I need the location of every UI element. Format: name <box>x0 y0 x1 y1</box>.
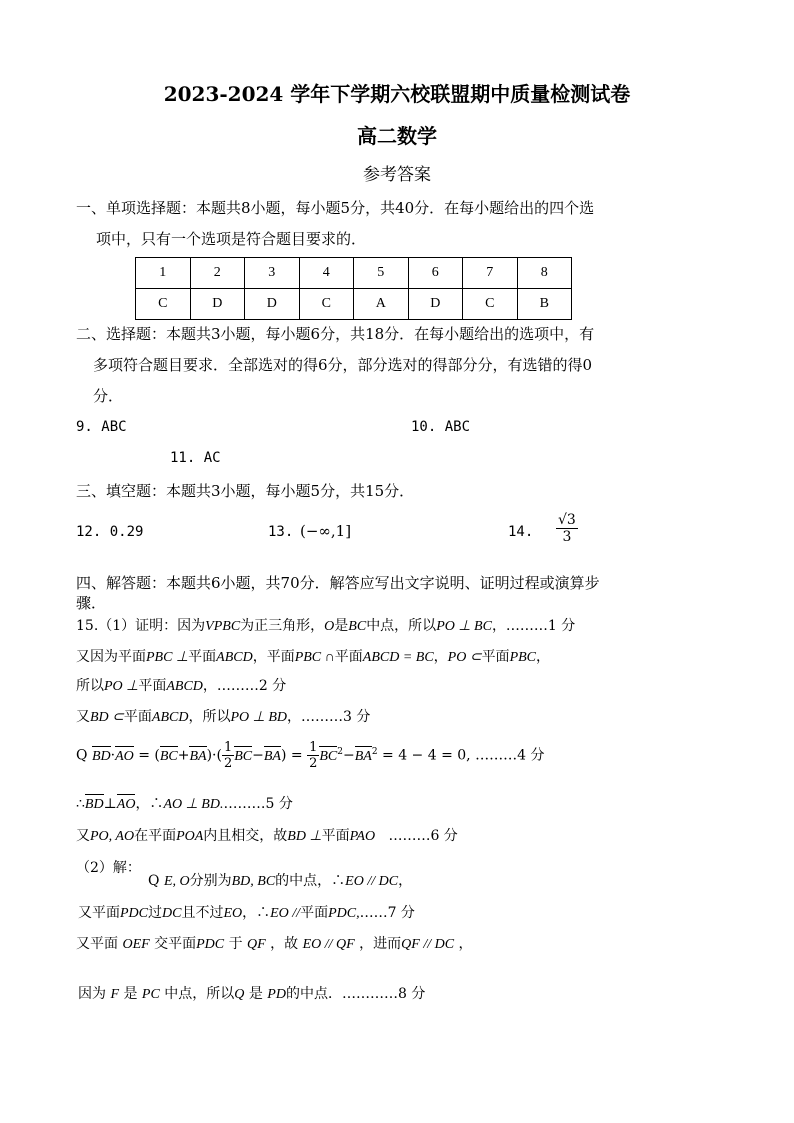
answer-q12: 12. 0.29 <box>76 524 144 540</box>
fraction-numerator: 1 <box>223 740 233 755</box>
table-cell: C <box>463 289 518 320</box>
vector-bd: BD <box>91 748 111 764</box>
part2-line3 <box>78 902 415 922</box>
math: EO <box>223 906 243 921</box>
text: ) = <box>280 747 303 764</box>
section3-line1: 三、填空题：本题共3小题，每小题5分，共15分． <box>76 482 415 500</box>
exponent: 2 <box>337 746 343 757</box>
table-cell: 2 <box>190 258 245 289</box>
text: 因为 <box>78 986 106 1002</box>
text: ，………3 分 <box>287 709 371 725</box>
math: BD ⊂ <box>90 710 124 725</box>
math: PO ⊥ <box>104 679 139 694</box>
math: EO // DC <box>345 874 399 889</box>
table-cell: B <box>517 289 572 320</box>
text: 于 <box>228 936 243 952</box>
text: ，进而 <box>359 936 402 952</box>
section2-line1: 二、选择题：本题共3小题，每小题6分，共18分．在每小题给出的选项中，有 <box>76 325 595 343</box>
text: 中点，所以 <box>164 986 235 1002</box>
text: 是 <box>248 986 263 1002</box>
math: ABCD <box>166 679 203 694</box>
text: ………6 分 <box>388 828 458 844</box>
text: 且不过 <box>181 905 224 921</box>
math: EO // QF <box>302 937 355 952</box>
math: PBC ∩ <box>294 650 335 665</box>
math: PDC <box>120 906 148 921</box>
answer-q9: 9. ABC <box>76 419 127 435</box>
text: ，∴ <box>135 796 164 812</box>
answer-q11: 11. AC <box>170 450 221 466</box>
math: ABCD = BC <box>362 650 434 665</box>
text: ，………2 分 <box>202 678 287 694</box>
math: PC <box>141 987 160 1002</box>
text: 平面 <box>321 828 350 844</box>
text: 平面 <box>300 905 329 921</box>
text: 15.（1）证明：因为 <box>76 618 206 634</box>
q15-line1 <box>76 615 575 635</box>
answer-table <box>135 257 572 320</box>
vector-ao: AO <box>116 797 136 812</box>
section2-line2: 多项符合题目要求．全部选对的得6分，部分选对的得部分分，有选错的得0 <box>93 356 593 374</box>
part2-line5 <box>78 983 425 1003</box>
table-cell: 7 <box>463 258 518 289</box>
table-cell: D <box>408 289 463 320</box>
vector-bc: BC <box>319 748 338 764</box>
text: 又 <box>76 828 90 844</box>
text: ∴ <box>76 796 85 812</box>
q15-line3 <box>76 675 286 695</box>
text: − <box>342 747 355 764</box>
text: 为正三角形， <box>240 618 325 634</box>
answer-table-answer-row <box>136 289 572 320</box>
text: ………5 分 <box>223 796 293 812</box>
table-cell: D <box>190 289 245 320</box>
vector-bd: BD <box>84 797 104 812</box>
q14-numerator: √3 <box>558 512 576 528</box>
text: Q <box>76 747 88 764</box>
q15-line7 <box>76 825 458 845</box>
text: 又平面 <box>78 905 120 921</box>
q15-line4 <box>76 706 370 726</box>
text: = ( <box>138 747 160 764</box>
text: 分别为 <box>189 873 232 889</box>
text: ， <box>536 649 551 665</box>
math: PDC, <box>328 906 360 921</box>
text: ， <box>398 873 413 889</box>
text: Q <box>148 873 160 889</box>
text: 是 <box>334 618 349 634</box>
vector-ba: BA <box>189 748 207 764</box>
exam-title: 2023-2024 学年下学期六校联盟期中质量检测试卷 <box>163 82 631 106</box>
math: Q <box>234 987 245 1002</box>
section4-line1: 四、解答题：本题共6小题，共70分．解答应写出文字说明、证明过程或演算步 <box>76 574 600 592</box>
math: E, O <box>163 874 190 889</box>
math: PO ⊥ BD <box>230 710 287 725</box>
text: 交平面 <box>154 936 197 952</box>
table-cell: D <box>245 289 300 320</box>
math: PBC <box>509 650 537 665</box>
table-cell: A <box>354 289 409 320</box>
table-cell: C <box>136 289 191 320</box>
text: 平面 <box>123 709 152 725</box>
math: PO ⊥ BC <box>436 619 492 634</box>
text: ，∴ <box>242 905 271 921</box>
text: 又因为平面 <box>76 649 146 665</box>
math: EO // <box>270 906 301 921</box>
text: 内且相交，故 <box>203 828 288 844</box>
text: 在平面 <box>134 828 177 844</box>
math: PAO <box>349 829 376 844</box>
text: 又平面 <box>76 936 118 952</box>
q15-line6 <box>76 793 293 813</box>
table-cell: 1 <box>136 258 191 289</box>
math: AO ⊥ BD. <box>163 797 224 812</box>
section2-line3: 分． <box>93 387 124 405</box>
section4-line2: 骤． <box>76 594 107 612</box>
math: POA <box>176 829 204 844</box>
math: PBC ⊥ <box>146 650 189 665</box>
text: ，………1 分 <box>491 618 576 634</box>
text: 的中点，∴ <box>275 873 346 889</box>
math: PDC <box>196 937 225 952</box>
math: PO, AO <box>90 829 135 844</box>
subject-title: 高二数学 <box>357 124 437 148</box>
answer-q14-label: 14. <box>508 524 534 540</box>
q15-line2 <box>76 646 550 666</box>
vector-ba: BA <box>263 748 281 764</box>
answer-q10: 10. ABC <box>411 419 471 435</box>
math: ABCD <box>216 650 253 665</box>
fraction-denominator: 2 <box>223 756 233 771</box>
q14-denominator: 3 <box>562 529 572 545</box>
text: 是 <box>123 986 138 1002</box>
math: OEF <box>122 937 150 952</box>
text: ，故 <box>270 936 299 952</box>
text: ……7 分 <box>359 905 415 921</box>
answer-q13-value: (−∞,1] <box>300 522 352 540</box>
answer-q13-label: 13. <box>268 524 294 540</box>
text: ， <box>433 649 448 665</box>
answer-table-number-row <box>136 258 572 289</box>
math: PD <box>267 987 286 1002</box>
text: = 4 − 4 = 0, ………4 分 <box>382 747 545 764</box>
text: ⊥ <box>103 796 117 812</box>
part2-line2 <box>148 870 412 890</box>
table-cell: 3 <box>245 258 300 289</box>
math: F <box>110 987 120 1002</box>
math: PO ⊂ <box>447 650 482 665</box>
text: 平面 <box>334 649 363 665</box>
part2-line1: （2）解： <box>76 860 141 876</box>
table-cell: 4 <box>299 258 354 289</box>
vector-ao: AO <box>115 748 134 764</box>
text: ，平面 <box>252 649 295 665</box>
text: )·( <box>206 747 222 764</box>
math: ABCD <box>151 710 189 725</box>
text: ， <box>458 936 473 952</box>
math: O <box>324 619 335 634</box>
text: 的中点．…………8 分 <box>285 986 426 1002</box>
fraction-numerator: 1 <box>309 740 318 755</box>
q15-vector-equation <box>76 740 544 771</box>
answer-key-subtitle: 参考答案 <box>363 165 431 185</box>
answer-q14-fraction <box>556 512 578 545</box>
text: 又 <box>76 709 90 725</box>
part2-line4 <box>76 933 473 953</box>
vector-bc: BC <box>159 748 178 764</box>
section1-line2: 项中，只有一个选项是符合题目要求的． <box>96 230 367 248</box>
text: · <box>110 747 116 764</box>
math: QF <box>247 937 266 952</box>
text: − <box>252 747 264 764</box>
table-cell: 6 <box>408 258 463 289</box>
text: 中点，所以 <box>366 618 437 634</box>
math: BC <box>348 619 367 634</box>
text: + <box>177 747 190 764</box>
math: BD, BC <box>231 874 276 889</box>
exponent: 2 <box>371 746 378 757</box>
text: 过 <box>148 905 162 921</box>
text: 所以 <box>76 678 104 694</box>
table-cell: 8 <box>517 258 572 289</box>
fraction-denominator: 2 <box>309 756 318 771</box>
math: QF // DC <box>401 937 455 952</box>
math: VPBC <box>205 619 241 634</box>
text: 平面 <box>481 649 510 665</box>
table-cell: 5 <box>354 258 409 289</box>
vector-ba: BA <box>354 748 372 764</box>
text: 平面 <box>188 649 217 665</box>
text: ，所以 <box>188 709 231 725</box>
math: BD ⊥ <box>287 829 322 844</box>
math: DC <box>162 906 182 921</box>
table-cell: C <box>299 289 354 320</box>
section1-line1: 一、单项选择题：本题共8小题，每小题5分，共40分．在每小题给出的四个选 <box>76 199 595 217</box>
text: 平面 <box>138 678 167 694</box>
vector-bc: BC <box>234 748 253 764</box>
